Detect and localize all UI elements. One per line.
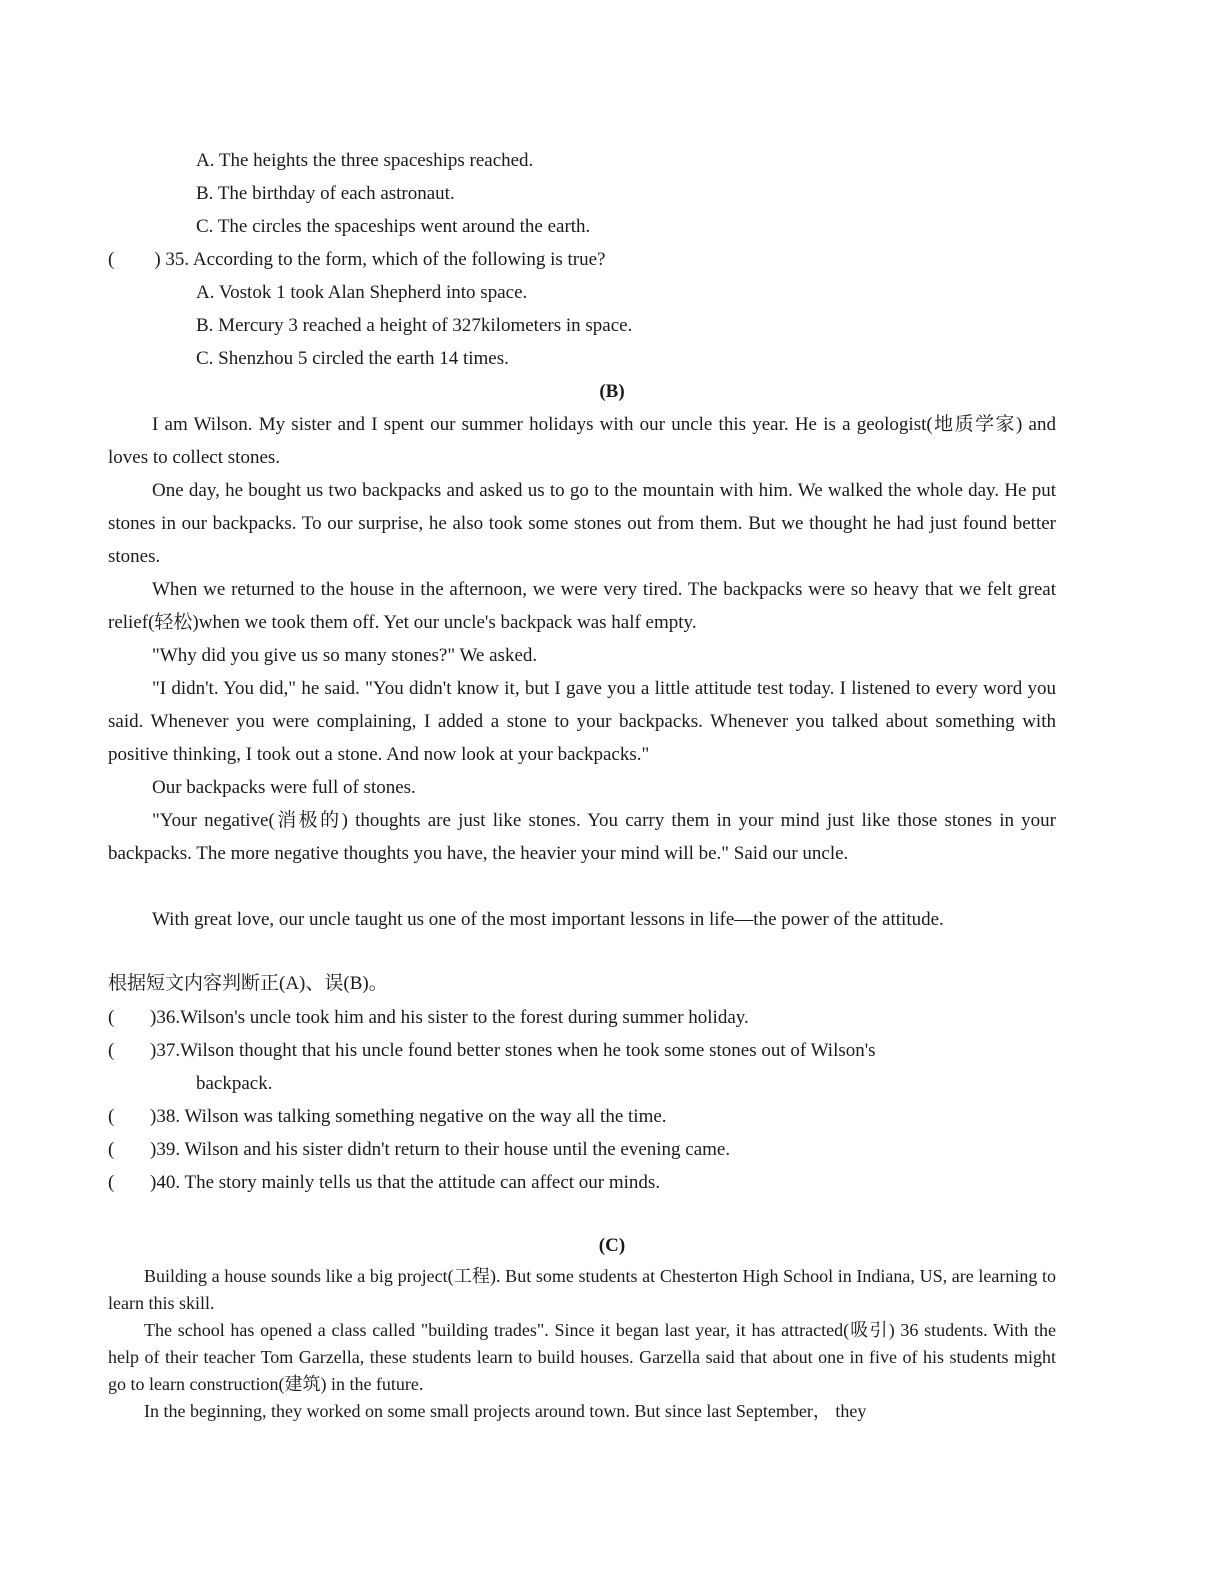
question-37 — [108, 1034, 1056, 1100]
question-39-text: )39. Wilson and his sister didn't return to their house until the evening came. — [150, 1139, 731, 1160]
answer-paren: ( — [108, 249, 115, 270]
section-b-paragraph-7: "Your negative(消极的) thoughts are just like stones. You carry them in your mind just like those stones in your backpacks. The more negative thoughts you have, the heavier your mind will be." Said our uncle. — [108, 810, 1056, 864]
question-39 — [108, 1133, 1056, 1166]
question-35 — [108, 248, 605, 272]
section-b-paragraph-8: With great love, our uncle taught us one of the most important lessons in life—the power of the attitude. — [152, 909, 944, 930]
q35-option-c: C. Shenzhou 5 circled the earth 14 times. — [196, 348, 509, 369]
section-c-paragraph-3: In the beginning, they worked on some small projects around town. But since last September， they — [144, 1401, 867, 1421]
question-38 — [108, 1100, 1056, 1133]
q34-option-b: B. The birthday of each astronaut. — [196, 183, 455, 204]
section-b-paragraph-2: One day, he bought us two backpacks and asked us to go to the mountain with him. We walked the whole day. He put stones in our backpacks. To our surprise, he also took some stones out from them. But we thought he had just found better stones. — [108, 480, 1056, 567]
question-36 — [108, 1001, 1056, 1034]
section-b-paragraph-3: When we returned to the house in the afternoon, we were very tired. The backpacks were so heavy that we felt great relief(轻松)when we took them off. Yet our uncle's backpack was half empty. — [108, 579, 1056, 633]
answer-paren[interactable]: ( — [108, 1040, 115, 1061]
section-b-heading: (B) — [599, 381, 625, 402]
q35-option-a: A. Vostok 1 took Alan Shepherd into space. — [196, 282, 528, 303]
question-37-continuation: backpack. — [196, 1073, 273, 1094]
answer-paren[interactable]: ( — [108, 1172, 115, 1193]
answer-paren[interactable]: ( — [108, 1106, 115, 1127]
q35-option-b: B. Mercury 3 reached a height of 327kilometers in space. — [196, 315, 633, 336]
section-c-paragraph-2: The school has opened a class called "building trades". Since it began last year, it has attracted(吸引) 36 students. With the help of their teacher Tom Garzella, these students learn to build houses. Garzella said that about one in five of his students might go to learn construction(建筑) in the future. — [108, 1320, 1056, 1394]
section-b-paragraph-6: Our backpacks were full of stones. — [152, 777, 416, 798]
true-false-instruction: 根据短文内容判断正(A)、误(B)。 — [108, 973, 388, 994]
section-b-paragraph-4: "Why did you give us so many stones?" We asked. — [152, 645, 538, 666]
question-40 — [108, 1166, 1056, 1199]
question-38-text: )38. Wilson was talking something negative on the way all the time. — [150, 1106, 667, 1127]
section-c-heading: (C) — [598, 1235, 626, 1256]
section-c-paragraph-1: Building a house sounds like a big project(工程). But some students at Chesterton High School in Indiana, US, are learning to learn this skill. — [108, 1266, 1056, 1313]
q34-option-c: C. The circles the spaceships went around the earth. — [196, 216, 591, 237]
q34-option-a: A. The heights the three spaceships reached. — [196, 150, 534, 171]
section-b-paragraph-1: I am Wilson. My sister and I spent our summer holidays with our uncle this year. He is a geologist(地质学家) and loves to collect stones. — [108, 414, 1056, 468]
question-40-text: )40. The story mainly tells us that the attitude can affect our minds. — [150, 1172, 661, 1193]
question-36-text: )36.Wilson's uncle took him and his sister to the forest during summer holiday. — [150, 1007, 749, 1028]
answer-paren[interactable]: ( — [108, 1007, 115, 1028]
question-35-stem: ) 35. According to the form, which of the following is true? — [154, 249, 606, 270]
answer-paren[interactable]: ( — [108, 1139, 115, 1160]
question-37-text: )37.Wilson thought that his uncle found better stones when he took some stones out of Wilson's — [150, 1040, 876, 1061]
section-b-paragraph-5: "I didn't. You did," he said. "You didn't know it, but I gave you a little attitude test today. I listened to every word you said. Whenever you were complaining, I added a stone to your backpacks. Whenever you talked about something with positive thinking, I took out a stone. And now look at your backpacks." — [108, 678, 1056, 765]
